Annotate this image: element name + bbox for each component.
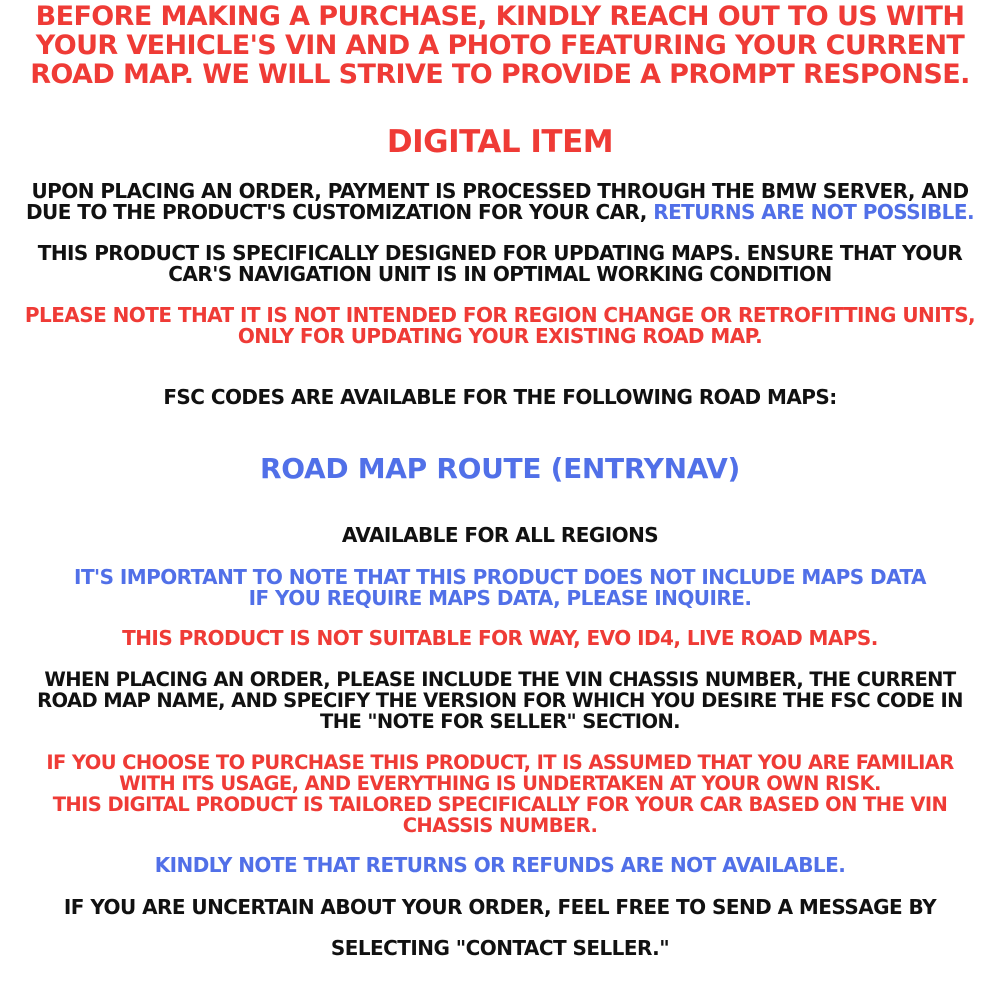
refund-note: KINDLY NOTE THAT RETURNS OR REFUNDS ARE NOT AVAILABLE. xyxy=(154,853,846,877)
digital-item-title: DIGITAL ITEM xyxy=(386,124,614,160)
order-line-3: THE "NOTE FOR SELLER" SECTION. xyxy=(320,710,680,733)
maps-note-line-2: IF YOU REQUIRE MAPS DATA, PLEASE INQUIRE. xyxy=(248,586,752,610)
risk-line-3: THIS DIGITAL PRODUCT IS TAILORED SPECIFICALLY FOR YOUR CAR BASED ON THE VIN xyxy=(52,793,948,816)
region-note-line-2: ONLY FOR UPDATING YOUR EXISTING ROAD MAP. xyxy=(237,324,763,348)
risk-line-2: WITH ITS USAGE, AND EVERYTHING IS UNDERTAKEN AT YOUR OWN RISK. xyxy=(119,772,881,795)
payment-line-2 xyxy=(0,202,1000,223)
order-line-1: WHEN PLACING AN ORDER, PLEASE INCLUDE THE VIN CHASSIS NUMBER, THE CURRENT xyxy=(44,668,956,691)
contact-line-2: SELECTING "CONTACT SELLER." xyxy=(330,936,670,960)
payment-line-2-text: DUE TO THE PRODUCT'S CUSTOMIZATION FOR YOUR CAR, xyxy=(25,200,654,224)
risk-line-4: CHASSIS NUMBER. xyxy=(402,814,598,837)
intro-line-2: YOUR VEHICLE'S VIN AND A PHOTO FEATURING YOUR CURRENT xyxy=(35,30,965,61)
intro-line-1: BEFORE MAKING A PURCHASE, KINDLY REACH OUT TO US WITH xyxy=(35,1,965,32)
product-title: ROAD MAP ROUTE (ENTRYNAV) xyxy=(259,452,741,485)
intro-line-3: ROAD MAP. WE WILL STRIVE TO PROVIDE A PROMPT RESPONSE. xyxy=(30,59,970,90)
order-line-2: ROAD MAP NAME, AND SPECIFY THE VERSION FOR WHICH YOU DESIRE THE FSC CODE IN xyxy=(37,689,963,712)
not-suitable-text: THIS PRODUCT IS NOT SUITABLE FOR WAY, EVO ID4, LIVE ROAD MAPS. xyxy=(122,626,878,650)
payment-line-1: UPON PLACING AN ORDER, PAYMENT IS PROCESSED THROUGH THE BMW SERVER, AND xyxy=(31,179,969,203)
returns-not-possible-text: RETURNS ARE NOT POSSIBLE. xyxy=(653,200,975,224)
purpose-line-2: CAR'S NAVIGATION UNIT IS IN OPTIMAL WORKING CONDITION xyxy=(168,262,832,286)
fsc-available-text: FSC CODES ARE AVAILABLE FOR THE FOLLOWING ROAD MAPS: xyxy=(163,385,837,409)
purpose-line-1: THIS PRODUCT IS SPECIFICALLY DESIGNED FOR UPDATING MAPS. ENSURE THAT YOUR xyxy=(37,241,963,265)
regions-text: AVAILABLE FOR ALL REGIONS xyxy=(341,523,659,547)
contact-line-1: IF YOU ARE UNCERTAIN ABOUT YOUR ORDER, FEEL FREE TO SEND A MESSAGE BY xyxy=(63,895,937,919)
risk-line-1: IF YOU CHOOSE TO PURCHASE THIS PRODUCT, IT IS ASSUMED THAT YOU ARE FAMILIAR xyxy=(46,751,954,774)
maps-note-line-1: IT'S IMPORTANT TO NOTE THAT THIS PRODUCT DOES NOT INCLUDE MAPS DATA xyxy=(74,565,926,589)
region-note-line-1: PLEASE NOTE THAT IT IS NOT INTENDED FOR REGION CHANGE OR RETROFITTING UNITS, xyxy=(24,303,976,327)
